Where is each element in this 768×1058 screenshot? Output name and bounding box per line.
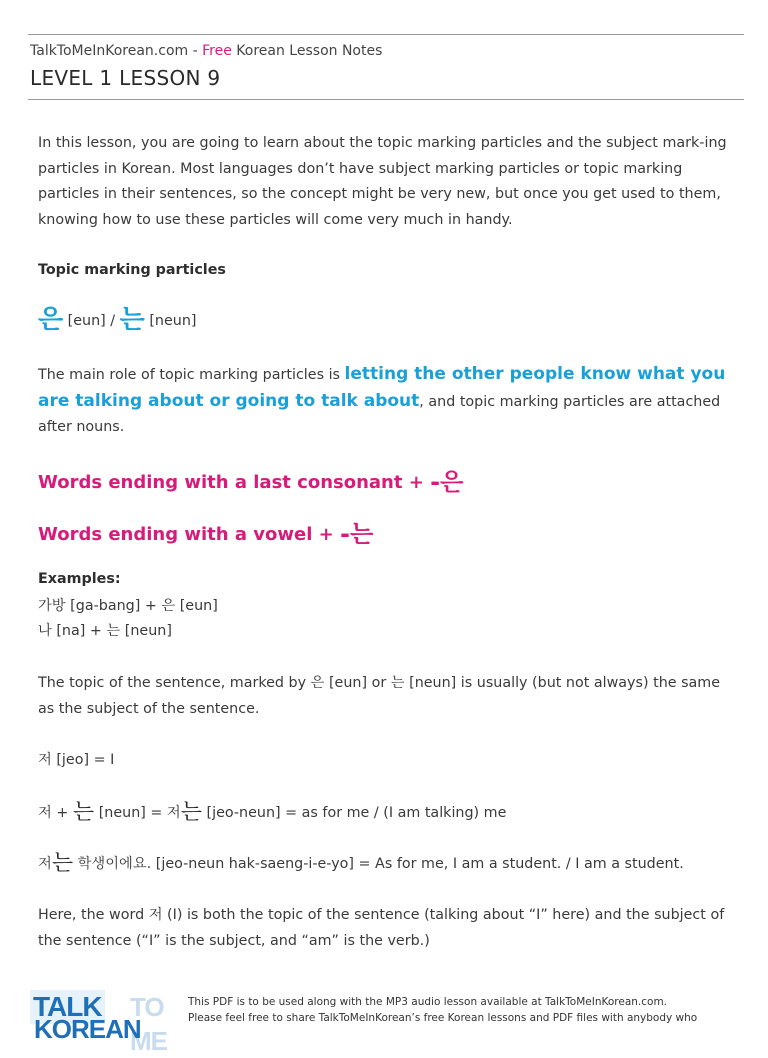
main-role-paragraph bbox=[38, 362, 728, 441]
site-line bbox=[30, 43, 382, 59]
jeo-neun-big-2: 는 bbox=[180, 800, 202, 825]
rule-vowel-text: Words ending with a vowel + bbox=[38, 524, 334, 545]
student-big: 는 bbox=[51, 851, 74, 876]
jeo-neun-line bbox=[38, 800, 728, 827]
rule-vowel bbox=[38, 514, 373, 549]
topic-heading: Topic marking particles bbox=[38, 262, 226, 278]
main-role-highlight: letting the other people know what you are talking about or going to talk about bbox=[38, 364, 726, 411]
header-top-rule bbox=[28, 34, 744, 35]
main-role-after: , and topic marking particles are attached after nouns. bbox=[38, 393, 721, 435]
logo-korean-text: KOREAN bbox=[34, 1014, 141, 1044]
logo-talk-text: TALK bbox=[30, 990, 105, 1024]
jeo-neun-part-1: 저 + bbox=[38, 805, 69, 821]
example-line-2: 나 [na] + 는 [neun] bbox=[38, 623, 172, 639]
rule-vowel-particle: -는 bbox=[340, 520, 374, 548]
student-part-1: 저 bbox=[38, 856, 52, 872]
intro-paragraph: In this lesson, you are going to learn about the topic marking particles and the subject mark-ing particles in Korean. Most languages don’t have subject marking particles or topic marking particles in their sentences, so the concept might be very new, but once you get used to them, knowing how to use these particles will come very much in handy. bbox=[38, 135, 727, 228]
footer-line-2: Please feel free to share TalkToMeInKorean’s free Korean lessons and PDF files with anybody who bbox=[188, 1012, 698, 1024]
rule-consonant-text: Words ending with a last consonant + bbox=[38, 472, 424, 493]
logo-tome-text: TO ME bbox=[130, 992, 167, 1056]
site-name: TalkToMeInKorean.com - bbox=[30, 43, 198, 59]
header-bottom-rule bbox=[28, 99, 744, 100]
talktomeinkorean-logo bbox=[30, 990, 184, 1056]
examples-heading: Examples: bbox=[38, 571, 121, 587]
rule-consonant bbox=[38, 462, 463, 497]
student-sentence bbox=[38, 851, 728, 878]
lesson-title: LEVEL 1 LESSON 9 bbox=[30, 66, 221, 90]
free-label: Free bbox=[202, 43, 232, 59]
main-role-before: The main role of topic marking particles is bbox=[38, 367, 340, 383]
rule-consonant-particle: -은 bbox=[430, 468, 464, 496]
jeo-definition: 저 [jeo] = I bbox=[38, 752, 115, 768]
lesson-notes-label: Korean Lesson Notes bbox=[236, 43, 383, 59]
topic-sentence-paragraph: The topic of the sentence, marked by 은 [eun] or 는 [neun] is usually (but not always) the same as the subject of the sentence. bbox=[38, 675, 721, 717]
particle-neun: 는 bbox=[119, 305, 145, 335]
jeo-neun-big-1: 는 bbox=[72, 800, 95, 825]
example-line-1: 가방 [ga-bang] + 은 [eun] bbox=[38, 598, 218, 614]
explanation-paragraph: Here, the word 저 (I) is both the topic of the sentence (talking about “I” here) and the subject of the sentence (“I” is the subject, and “am” is the verb.) bbox=[38, 907, 725, 949]
jeo-neun-part-3: [jeo-neun] = as for me / (I am talking) me bbox=[206, 805, 507, 821]
particle-eun-rom: [eun] / bbox=[67, 313, 116, 329]
footer-line-1: This PDF is to be used along with the MP3 audio lesson available at TalkToMeInKorean.com. bbox=[188, 996, 668, 1008]
jeo-neun-part-2: [neun] = 저 bbox=[98, 805, 181, 821]
particle-eun: 은 bbox=[38, 305, 64, 335]
footer-note bbox=[188, 994, 748, 1026]
student-part-2: 학생이에요. [jeo-neun hak-saeng-i-e-yo] = As for me, I am a student. / I am a student. bbox=[77, 856, 684, 872]
particles-line bbox=[38, 305, 728, 335]
particle-neun-rom: [neun] bbox=[149, 313, 197, 329]
